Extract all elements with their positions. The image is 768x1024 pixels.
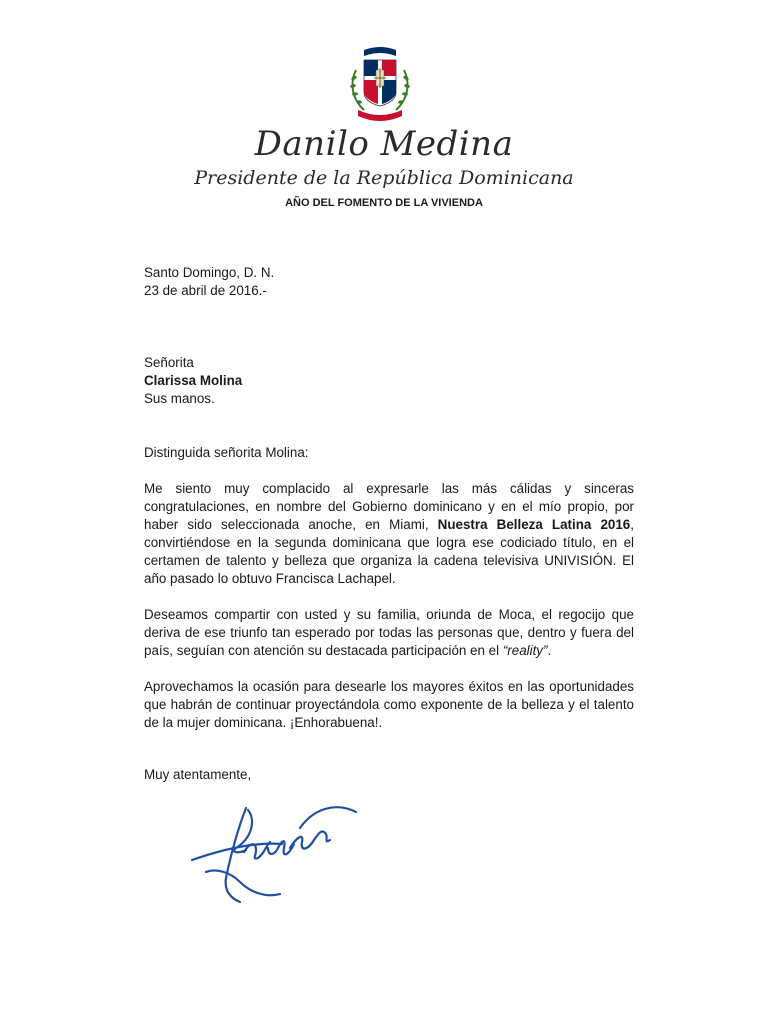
paragraph-2-part1: Deseamos compartir con usted y su familia, oriunda de Moca, el regocijo que deriva de ese triunfo tan esperado por todas las personas que, dentro y fuera del país, seguían con atención su destacada participación en el	[144, 607, 634, 658]
recipient-line: Sus manos.	[144, 391, 215, 406]
paragraph-2-italic: “reality”	[502, 643, 548, 658]
handwritten-signature-icon	[186, 798, 366, 910]
recipient-honorific: Señorita	[144, 355, 194, 370]
paragraph-2	[144, 606, 634, 660]
paragraph-1-part1: Me siento muy complacido al expresarle las más cálidas y sinceras congratulaciones, en nombre del Gobierno dominicano y en el mío propio, por haber sido seleccionada anoche, en Miami,	[144, 481, 634, 532]
salutation: Distinguida señorita Molina:	[144, 445, 309, 460]
recipient-name: Clarissa Molina	[144, 373, 243, 388]
letter-place: Santo Domingo, D. N.	[144, 265, 275, 280]
paragraph-3: Aprovechamos la ocasión para desearle los mayores éxitos en las oportunidades que habrán de continuar proyectándola como exponente de la belleza y el talento de la mujer dominicana. ¡Enhorabuena!.	[144, 679, 634, 730]
paragraph-1-part2: , convirtiéndose en la segunda dominicana que logra ese codiciado título, en el certamen de talento y belleza que organiza la cadena televisiva UNIVISIÓN. El año pasado lo obtuvo Francisca Lachapel.	[144, 517, 634, 586]
paragraph-1	[144, 480, 634, 588]
letterhead-name: Danilo Medina	[254, 124, 514, 164]
letterhead-year-motto: AÑO DEL FOMENTO DE LA VIVIENDA	[285, 197, 483, 209]
letterhead-title: Presidente de la República Dominicana	[194, 167, 574, 189]
letter-date: 23 de abril de 2016.-	[144, 283, 267, 298]
coat-of-arms-icon	[346, 40, 414, 124]
paragraph-1-bold: Nuestra Belleza Latina 2016	[437, 517, 631, 532]
paragraph-2-part2: .	[547, 643, 552, 658]
closing: Muy atentamente,	[144, 767, 252, 782]
